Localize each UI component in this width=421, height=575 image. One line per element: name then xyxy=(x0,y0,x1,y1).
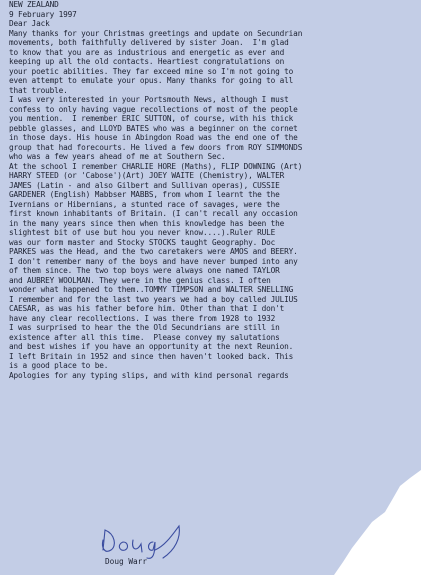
letter-line: HARRY STEED (or 'Cabose')(Art) JOEY WAITE (Chemistry), WALTER xyxy=(9,171,285,180)
letter-line: I was very interested in your Portsmouth News, although I must xyxy=(9,95,289,104)
letter-line: I left Britain in 1952 and since then haven't looked back. This xyxy=(9,351,294,361)
letter-line: was our form master and Stocky STOCKS taught Geography. Doc xyxy=(9,237,276,247)
paragraph xyxy=(9,371,417,381)
letter-line: pebble glasses, and LLOYD BATES who was a beginner on the cornet xyxy=(9,123,298,133)
paragraph xyxy=(9,162,417,257)
letter-line: is a good place to be. xyxy=(9,361,109,370)
letter-line: movements, both faithfully delivered by sister Joan. I'm glad xyxy=(9,38,289,47)
letter-line: in those days. His house in Abingdon Road was the end one of the xyxy=(9,133,298,142)
letter-line: wonder what happened to them..TOMMY TIMPSON and WALTER SNELLING xyxy=(9,285,294,294)
letter-line: At the school I remember CHARLIE HORE (Maths), FLIP DOWNING (Art) xyxy=(9,161,303,171)
letter-line: of them since. The two top boys were always one named TAYLOR xyxy=(9,266,280,275)
letter-line: existence after all this time. Please convey my salutations xyxy=(9,332,280,342)
letterhead-country: NEW ZEALAND xyxy=(9,0,59,9)
letter-line: group that had forecourts. He lived a few doors from ROY SIMMONDS xyxy=(9,142,303,152)
letter-line: first known inhabitants of Britain. (I can't recall any occasion xyxy=(9,209,298,218)
letter-line: I don't remember many of the boys and have never bumped into any xyxy=(9,256,298,266)
letter-body xyxy=(9,0,417,380)
letter-line: PARKES was the Head, and the two caretakers were AMOS and BEERY. xyxy=(9,247,298,256)
letter-line: to know that you are as industrious and energetic as ever and xyxy=(9,47,285,57)
paragraph xyxy=(9,29,417,96)
letter-date: 9 February 1997 xyxy=(9,9,77,19)
letter-line: Apologies for any typing slips, and with kind personal regards xyxy=(9,370,289,380)
letter-line: JAMES (Latin - and also Gilbert and Sullivan operas), CUSSIE xyxy=(9,180,280,190)
signoff-name: Doug Warr xyxy=(105,557,147,566)
paragraph xyxy=(9,257,417,324)
letter-line: have any clear recollections. I was there from 1928 to 1932 xyxy=(9,313,276,323)
paragraphs xyxy=(9,29,417,381)
letter-line: who was a few years ahead of me at Southern Sec. xyxy=(9,152,226,161)
letter-line: Ivernians or Hibernians, a stunted race of savages, were the xyxy=(9,199,280,209)
letter-line: in the many years since then when this knowledge has been the xyxy=(9,218,285,228)
letter-line: confess to only having vague recollections of most of the people xyxy=(9,104,298,114)
salutation: Dear Jack xyxy=(9,19,50,28)
letter-line: slightest bit of use but hou you never know....).Ruler RULE xyxy=(9,228,276,237)
letter-line: even attempt to emulate your opus. Many thanks for going to all xyxy=(9,76,294,85)
paragraph xyxy=(9,323,417,371)
letter-line: keeping up all the old contacts. Heartiest congratulations on xyxy=(9,57,285,66)
paragraph xyxy=(9,95,417,162)
letter-line: that trouble. xyxy=(9,85,68,95)
letter-line: and best wishes if you have an opportunity at the next Reunion. xyxy=(9,342,294,351)
letter-line: and AUBREY WOOLMAN. They were in the genius class. I often xyxy=(9,275,271,285)
letter-line: GARDENER (English) Mabbser MABBS, from whom I learnt the the xyxy=(9,190,280,199)
letter-line: CAESAR, as was his father before him. Other than that I don't xyxy=(9,304,285,313)
letter-line: you mention. I remember ERIC SUTTON, of course, with his thick xyxy=(9,114,294,123)
letter-line: Many thanks for your Christmas greetings and update on Secundrian xyxy=(9,28,303,38)
letter-line: I remember and for the last two years we had a boy called JULIUS xyxy=(9,294,298,304)
letter-line: I was surprised to hear the the Old Secundrians are still in xyxy=(9,323,280,332)
letter-line: your poetic abilities. They far exceed mine so I'm not going to xyxy=(9,66,294,76)
